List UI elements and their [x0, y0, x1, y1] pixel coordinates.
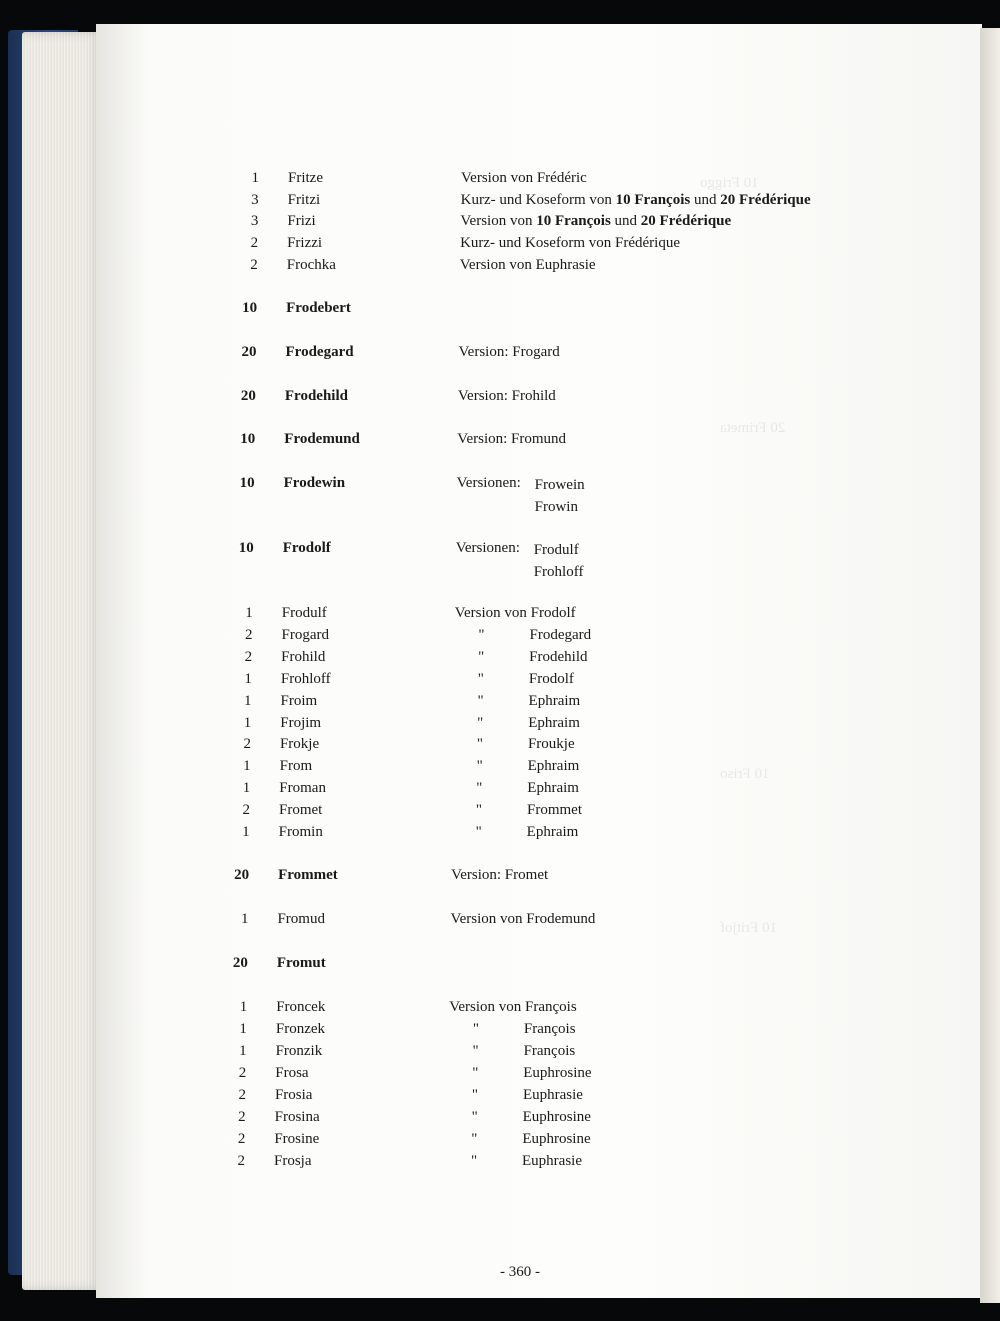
list-item [0, 1131, 1000, 1153]
entry-reference: Euphrasie [522, 1153, 582, 1169]
entry-name: Frizzi [287, 235, 323, 251]
entry-description: Kurz- und Koseform von Frédérique [460, 235, 681, 251]
entry-number: 1 [244, 693, 252, 709]
entry-reference: Euphrosine [522, 1131, 591, 1147]
entry-reference: Frodehild [529, 649, 588, 665]
list-item [0, 758, 1000, 780]
ditto-mark: " [471, 1109, 478, 1125]
list-item-continuation [0, 477, 1000, 499]
entry-reference: Frodolf [528, 671, 574, 687]
entry-description: Versionen: [455, 540, 520, 556]
ditto-mark: " [470, 1153, 478, 1169]
entry-description: Version von Frodolf [454, 605, 576, 621]
entry-name: Frosina [274, 1109, 320, 1125]
entry-number: 2 [238, 1087, 246, 1103]
list-item [0, 1153, 1000, 1175]
entry-description: Versionen: [456, 475, 521, 491]
entry-description: Version von Frédéric [461, 170, 587, 186]
entry-name: Frodewin [283, 475, 346, 491]
entry-reference: Frodegard [529, 627, 592, 643]
entry-number: 1 [251, 170, 259, 186]
entry-number: 2 [242, 802, 250, 818]
ditto-mark: " [478, 627, 485, 643]
entry-name: Frosja [274, 1153, 312, 1169]
entry-number: 3 [250, 213, 259, 229]
entry-name: Fronzek [275, 1021, 326, 1037]
entry-number: 1 [239, 1021, 247, 1037]
entry-number: 2 [250, 257, 258, 273]
bleed-through: 10 Friggo [700, 175, 759, 191]
entry-name: Froman [279, 780, 326, 796]
entry-name: Frogard [281, 627, 329, 643]
description-part: 10 François [615, 192, 691, 208]
entry-name: Frodebert [286, 300, 351, 316]
ditto-mark: " [472, 1065, 479, 1081]
entry-number: 2 [250, 235, 259, 251]
ditto-mark: " [477, 693, 484, 709]
entry-name: Frosine [274, 1131, 320, 1147]
entry-number: 1 [245, 605, 253, 621]
entry-number: 1 [243, 715, 252, 731]
entry-number: 20 [234, 867, 250, 883]
description-part: Kurz- und Koseform von [460, 192, 616, 208]
description-part: und [690, 192, 721, 208]
list-item [0, 999, 1000, 1021]
entry-version: Frowein [534, 477, 585, 493]
list-item [0, 300, 1000, 322]
entry-reference: Euphrosine [522, 1109, 591, 1125]
entry-reference: Euphrasie [522, 1087, 583, 1103]
entry-name: Frodegard [285, 344, 354, 360]
entry-number: 1 [242, 780, 251, 796]
entry-version: Frohloff [533, 564, 584, 580]
list-item [0, 1065, 1000, 1087]
description-part: 10 François [536, 213, 611, 229]
entry-reference: Ephraim [528, 715, 580, 731]
entry-number: 10 [239, 475, 255, 491]
ditto-mark: " [477, 671, 484, 687]
list-item [0, 780, 1000, 802]
list-item [0, 1043, 1000, 1065]
entry-number: 10 [242, 300, 258, 316]
ditto-mark: " [476, 780, 483, 796]
list-item-continuation [0, 564, 1000, 586]
list-item [0, 344, 1000, 366]
entry-number: 2 [237, 1131, 246, 1147]
entry-version: Frowin [534, 499, 578, 515]
entry-reference: François [523, 1043, 576, 1059]
entry-name: Fromud [277, 911, 325, 927]
entry-reference: Ephraim [527, 780, 579, 796]
ditto-mark: " [476, 736, 483, 752]
list-item-continuation [0, 499, 1000, 521]
entry-name: Frochka [286, 257, 336, 273]
ditto-mark: " [472, 1043, 479, 1059]
entry-name: Frommet [278, 867, 338, 883]
entry-reference: François [523, 1021, 576, 1037]
list-item [0, 1021, 1000, 1043]
entry-name: Froim [280, 693, 318, 709]
entry-number: 2 [244, 649, 253, 665]
list-item [0, 649, 1000, 671]
entry-number: 1 [240, 911, 249, 927]
entry-name: From [279, 758, 313, 774]
list-item [0, 824, 1000, 846]
entry-name: Frohloff [280, 671, 331, 687]
entry-number: 1 [242, 824, 250, 840]
ditto-mark: " [472, 1021, 479, 1037]
list-item [0, 170, 1000, 192]
entry-name: Frizi [287, 213, 316, 229]
list-item [0, 802, 1000, 824]
description-part: und [610, 213, 641, 229]
entry-description [461, 192, 811, 209]
entry-number: 1 [239, 999, 248, 1015]
list-item [0, 1109, 1000, 1131]
ditto-mark: " [475, 824, 482, 840]
entry-number: 2 [238, 1065, 247, 1081]
bleed-through: 10 Friso [720, 766, 770, 782]
entry-number: 1 [243, 758, 251, 774]
list-item-continuation [0, 542, 1000, 564]
list-item [0, 605, 1000, 627]
entry-name: Froncek [276, 999, 326, 1015]
bleed-through: 10 Fritjof [720, 920, 778, 936]
entry-number: 20 [241, 344, 257, 360]
list-item [0, 388, 1000, 410]
entry-name: Frosa [275, 1065, 309, 1081]
entry-name: Fromin [278, 824, 323, 840]
entry-description: Version: Fromet [451, 867, 549, 883]
description-part: Version von [460, 213, 537, 229]
entry-reference: Ephraim [528, 693, 581, 709]
entry-description: Version von Frodemund [450, 911, 596, 927]
entry-name: Frodulf [281, 605, 327, 621]
list-item [0, 671, 1000, 693]
ditto-mark: " [477, 715, 484, 731]
entry-name: Frodolf [282, 540, 331, 556]
list-item [0, 192, 1000, 214]
list-item [0, 693, 1000, 715]
entry-number: 3 [251, 192, 259, 208]
entry-reference: Ephraim [526, 824, 579, 840]
entry-number: 2 [238, 1109, 246, 1125]
ditto-mark: " [476, 758, 483, 774]
entry-name: Frodehild [284, 388, 348, 404]
entry-name: Frodemund [284, 431, 360, 447]
entry-name: Frokje [279, 736, 320, 752]
entry-name: Fromet [278, 802, 323, 818]
entry-number: 1 [239, 1043, 247, 1059]
entry-number: 2 [243, 736, 251, 752]
entry-number: 20 [232, 955, 248, 971]
ditto-mark: " [475, 802, 483, 818]
entry-description [460, 213, 731, 230]
list-item [0, 955, 1000, 977]
bleed-through: 20 Frimeta [720, 420, 786, 436]
entry-name: Fritze [288, 170, 323, 186]
list-item [0, 1087, 1000, 1109]
list-item [0, 715, 1000, 737]
entry-number: 2 [244, 627, 253, 643]
list-item [0, 235, 1000, 257]
entry-name: Fritzi [287, 192, 321, 208]
entry-reference: Ephraim [527, 758, 580, 774]
entry-number: 10 [240, 431, 256, 447]
entry-number: 20 [240, 388, 256, 404]
entry-name: Frojim [280, 715, 322, 731]
entry-description: Version von Euphrasie [459, 257, 596, 273]
list-item [0, 736, 1000, 758]
list-item [0, 911, 1000, 933]
entry-number: 2 [237, 1153, 245, 1169]
entry-description: Version: Fromund [457, 431, 567, 447]
entry-name: Fronzik [275, 1043, 323, 1059]
entry-number: 1 [244, 671, 252, 687]
entry-description: Version: Frohild [457, 388, 556, 404]
ditto-mark: " [471, 1087, 478, 1103]
list-item [0, 627, 1000, 649]
list-item [0, 867, 1000, 889]
entry-name: Frosia [274, 1087, 313, 1103]
entry-name: Fromut [276, 955, 326, 971]
ditto-mark: " [478, 649, 485, 665]
list-item [0, 431, 1000, 453]
entry-name: Frohild [281, 649, 326, 665]
list-item [0, 213, 1000, 235]
entry-reference: Frommet [526, 802, 582, 818]
list-item [0, 257, 1000, 279]
entry-version: Frodulf [533, 542, 579, 558]
description-part: 20 Frédérique [720, 192, 811, 208]
ditto-mark: " [471, 1131, 478, 1147]
entry-reference: Froukje [527, 736, 575, 752]
page-number: - 360 - [500, 1264, 540, 1280]
entry-number: 10 [238, 540, 254, 556]
entry-reference: Euphrosine [523, 1065, 592, 1081]
entry-description: Version von François [449, 999, 577, 1015]
entry-description: Version: Frogard [458, 344, 560, 360]
description-part: 20 Frédérique [640, 213, 732, 229]
